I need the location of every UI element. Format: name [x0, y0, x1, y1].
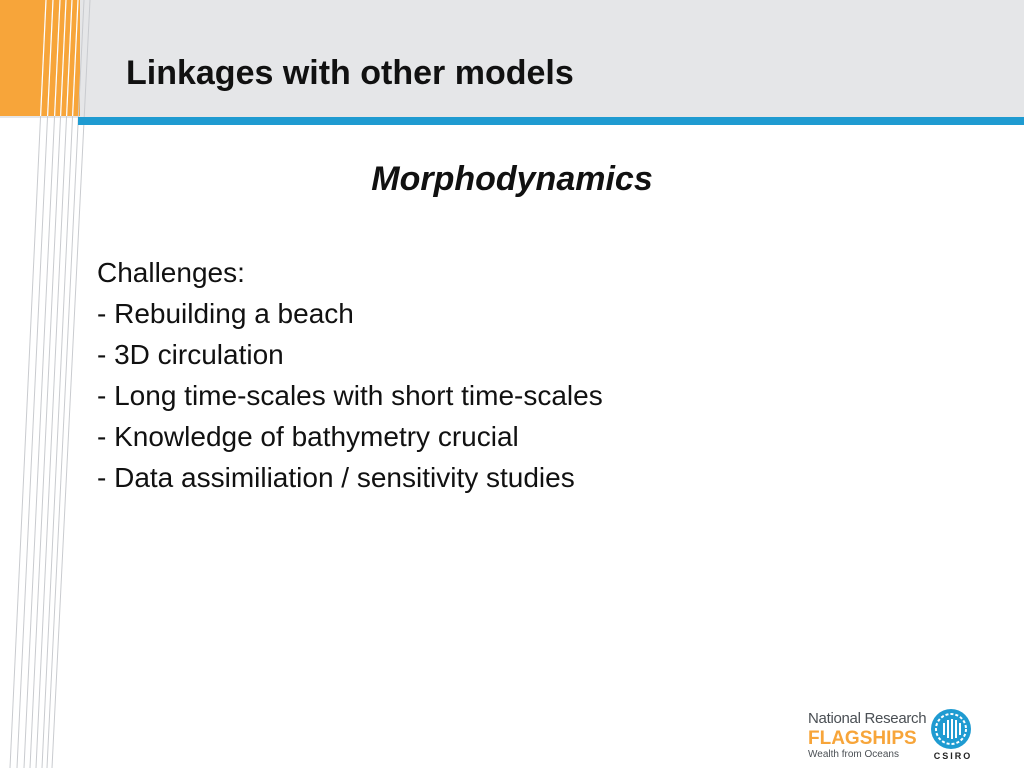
slide-subtitle	[0, 160, 1024, 199]
csiro-logo-icon	[930, 708, 972, 750]
logo-line-3: Wealth from Oceans	[808, 749, 899, 760]
body-text	[97, 252, 603, 498]
body-line: - Knowledge of bathymetry crucial	[97, 421, 519, 452]
flagships-csiro-logo	[808, 706, 1008, 762]
slide-title: Linkages with other models	[126, 54, 574, 92]
body-line: - 3D circulation	[97, 339, 284, 370]
decorative-lines	[0, 0, 100, 768]
logo-line-2: FLAGSHIPS	[808, 728, 917, 749]
body-line: Challenges:	[97, 257, 245, 288]
accent-rule	[78, 117, 1024, 125]
body-line: - Rebuilding a beach	[97, 298, 354, 329]
body-line: - Data assimiliation / sensitivity studies	[97, 462, 575, 493]
body-line: - Long time-scales with short time-scales	[97, 380, 603, 411]
subtitle-text: Morphodynamics	[371, 160, 653, 198]
logo-line-1: National Research	[808, 710, 927, 727]
csiro-wordmark: CSIRO	[933, 751, 973, 761]
